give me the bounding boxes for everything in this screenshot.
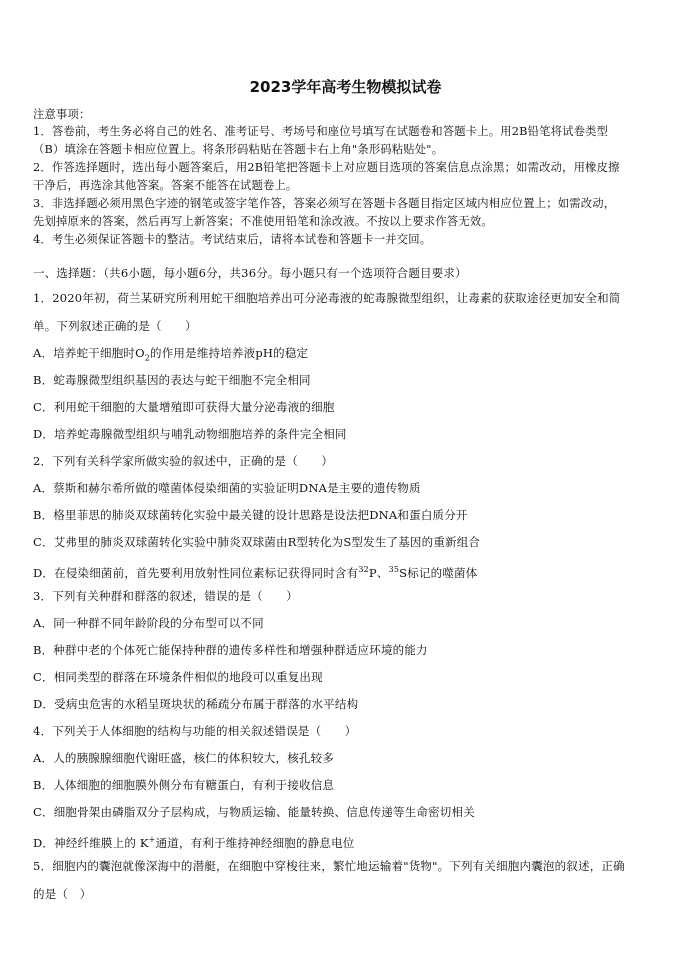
question-stem: 5．细胞内的囊泡就像深海中的潜艇，在细胞中穿梭往来，繁忙地运输着"货物"。下列有关细胞内囊泡的叙述，正确 [33,859,625,873]
option-d: D．在侵染细菌前，首先要利用放射性同位素标记获得同时含有$^{32}$P、$^{35}$S标记的噬菌体 [33,565,478,580]
page-title: 2023学年高考生物模拟试卷 [249,78,442,96]
option-d: D．受病虫危害的水稻呈斑块状的稀疏分布属于群落的水平结构 [33,697,359,711]
option-d: D．神经纤维膜上的 K+通道，有利于维持神经细胞的静息电位 [33,835,355,850]
notice-line: 2．作答选择题时，选出每小题答案后，用2B铅笔把答题卡上对应题目选项的答案信息点涂黑；如需改动，用橡皮擦 [33,161,620,174]
option-a: A．人的胰腺腺细胞代谢旺盛，核仁的体积较大，核孔较多 [33,751,335,765]
option-b: B．格里菲思的肺炎双球菌转化实验中最关键的设计思路是设法把DNA和蛋白质分开 [33,508,468,522]
question-stem: 单。下列叙述正确的是（ ） [33,319,197,333]
notice-line: 4．考生必须保证答题卡的整洁。考试结束后，请将本试卷和答题卡一并交回。 [33,233,432,246]
notice-line: 干净后，再选涂其他答案。答案不能答在试题卷上。 [33,179,298,192]
option-c: C．相同类型的群落在环境条件相似的地段可以重复出现 [33,670,323,684]
notice-line: （B）填涂在答题卡相应位置上。将条形码粘贴在答题卡右上角"条形码粘贴处"。 [33,143,444,156]
section-heading: 一、选择题：（共6小题，每小题6分，共36分。每小题只有一个选项符合题目要求） [33,266,467,280]
question-stem: 4．下列关于人体细胞的结构与功能的相关叙述错误是（ ） [33,724,357,738]
option-b: B．人体细胞的细胞膜外侧分布有糖蛋白，有利于接收信息 [33,778,335,792]
option-a: A．蔡斯和赫尔希所做的噬菌体侵染细菌的实验证明DNA是主要的遗传物质 [33,481,421,495]
option-c: C．细胞骨架由磷脂双分子层构成，与物质运输、能量转换、信息传递等生命密切相关 [33,805,475,819]
question-stem: 3．下列有关种群和群落的叙述，错误的是（ ） [33,589,298,603]
question-stem: 的是（ ） [33,887,92,901]
option-b: B．种群中老的个体死亡能保持种群的遗传多样性和增强种群适应环境的能力 [33,643,428,657]
question-stem: 2．下列有关科学家所做实验的叙述中，正确的是（ ） [33,454,334,468]
notice-line: 先划掉原来的答案，然后再写上新答案；不准使用铅笔和涂改液。不按以上要求作答无效。 [33,215,493,228]
option-c: C．利用蛇干细胞的大量增殖即可获得大量分泌毒液的细胞 [33,400,335,414]
notice-heading: 注意事项： [33,108,91,121]
notice-line: 1．答卷前，考生务必将自己的姓名、准考证号、考场号和座位号填写在试题卷和答题卡上。用2B铅笔将试卷类型 [33,125,609,138]
option-c: C．艾弗里的肺炎双球菌转化实验中肺炎双球菌由R型转化为S型发生了基因的重新组合 [33,535,481,549]
option-a: A．同一种群不同年龄阶段的分布型可以不同 [33,616,264,630]
option-d: D．培养蛇毒腺微型组织与哺乳动物细胞培养的条件完全相同 [33,427,347,441]
question-stem: 1．2020年初，荷兰某研究所利用蛇干细胞培养出可分泌毒液的蛇毒腺微型组织，让毒素的获取途径更加安全和简 [33,291,621,305]
option-a: A．培养蛇干细胞时$O_2$的作用是维持培养液pH的稳定 [33,346,309,363]
option-b: B．蛇毒腺微型组织基因的表达与蛇干细胞不完全相同 [33,373,311,387]
notice-line: 3．非选择题必须用黑色字迹的钢笔或签字笔作答，答案必须写在答题卡各题目指定区域内相应位置上；如需改动， [33,197,616,210]
